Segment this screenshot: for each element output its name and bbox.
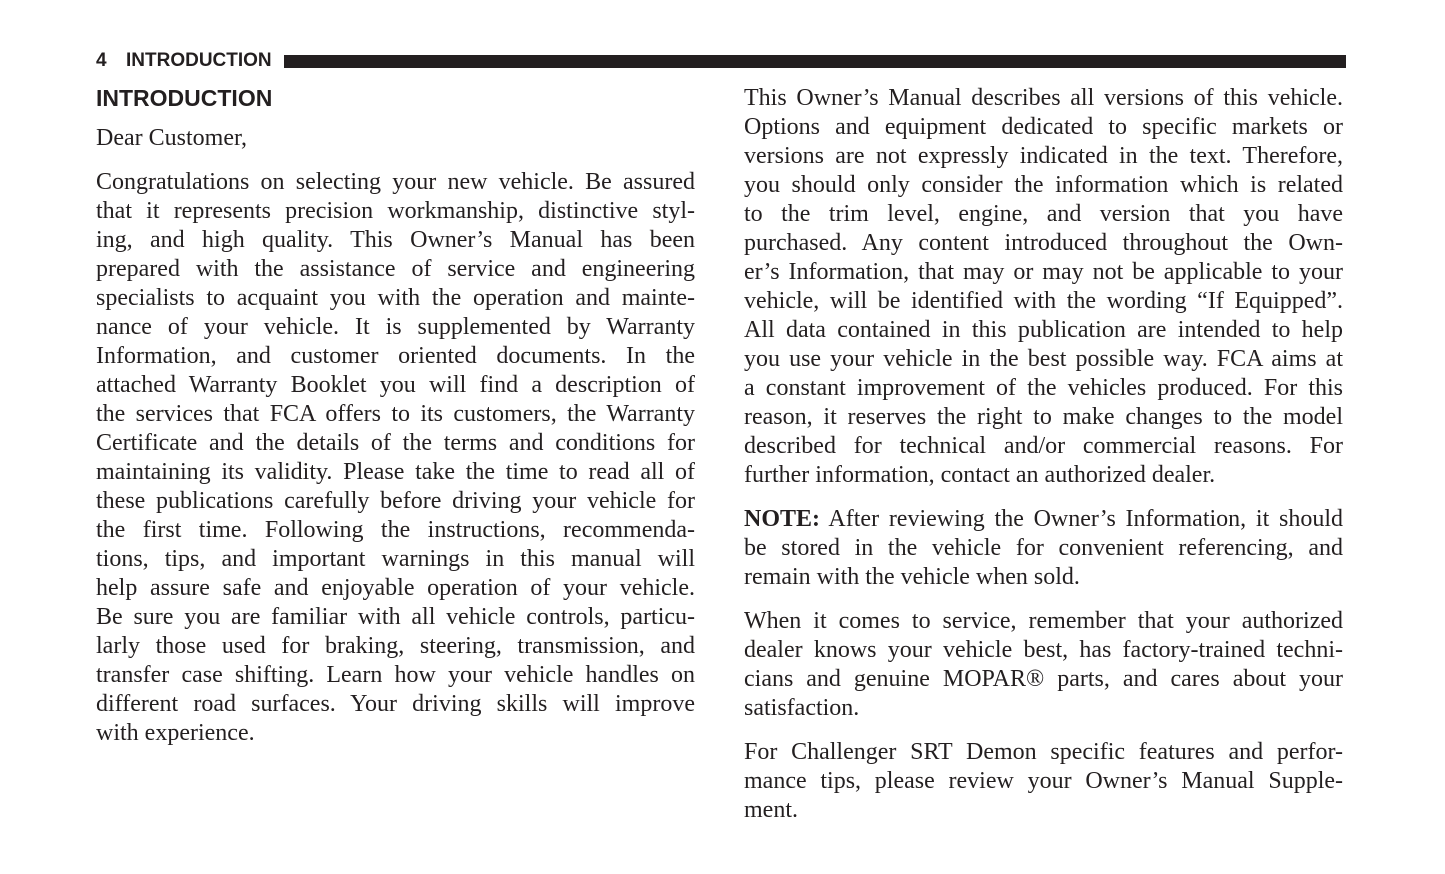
- running-header: [96, 50, 1346, 72]
- text-line: satisfaction.: [744, 695, 860, 721]
- text-line: that it represents precision workmanship, distinctive styl-: [96, 198, 695, 224]
- text-line: reason, it reserves the right to make changes to the model: [744, 404, 1343, 430]
- text-line: you should only consider the information which is related: [744, 172, 1343, 198]
- text-line: attached Warranty Booklet you will find a description of: [96, 372, 695, 398]
- paragraph: [744, 84, 1343, 490]
- text-line: Congratulations on selecting your new vehicle. Be assured: [96, 169, 695, 195]
- text-line: prepared with the assistance of service and engineering: [96, 256, 695, 282]
- note-label: NOTE:: [744, 506, 821, 532]
- text-line: tions, tips, and important warnings in this manual will: [96, 546, 695, 572]
- text-line: be stored in the vehicle for convenient referencing, and: [744, 535, 1343, 561]
- text-line: specialists to acquaint you with the operation and mainte-: [96, 285, 695, 311]
- text-line: versions are not expressly indicated in the text. Therefore,: [744, 143, 1343, 169]
- right-column: [744, 84, 1343, 840]
- text-line: Dear Customer,: [96, 125, 247, 151]
- left-column: [96, 84, 695, 763]
- text-line: For Challenger SRT Demon specific features and perfor-: [744, 739, 1343, 765]
- paragraph: [96, 168, 695, 748]
- text-line: er’s Information, that may or may not be applicable to your: [744, 259, 1343, 285]
- text-line: you use your vehicle in the best possible way. FCA aims at: [744, 346, 1343, 372]
- paragraph: [744, 607, 1343, 723]
- text-line: Certificate and the details of the terms and conditions for: [96, 430, 695, 456]
- text-line: different road surfaces. Your driving skills will improve: [96, 691, 695, 717]
- text-line: cians and genuine MOPAR® parts, and cares about your: [744, 666, 1343, 692]
- text-line: ment.: [744, 797, 798, 823]
- paragraph: [744, 738, 1343, 825]
- text-line: vehicle, will be identified with the wording “If Equipped”.: [744, 288, 1343, 314]
- text-line: When it comes to service, remember that your authorized: [744, 608, 1343, 634]
- text-line: the first time. Following the instructions, recommenda-: [96, 517, 695, 543]
- text-line: transfer case shifting. Learn how your vehicle handles on: [96, 662, 695, 688]
- page-number: 4: [96, 50, 107, 71]
- text-line: ing, and high quality. This Owner’s Manual has been: [96, 227, 695, 253]
- text-line: Information, and customer oriented documents. In the: [96, 343, 695, 369]
- text-line: dealer knows your vehicle best, has factory-trained techni-: [744, 637, 1343, 663]
- text-line: help assure safe and enjoyable operation of your vehicle.: [96, 575, 695, 601]
- text-line-content: After reviewing the Owner’s Information, it should: [820, 506, 1343, 532]
- section-title: INTRODUCTION: [96, 85, 273, 111]
- text-line: the services that FCA offers to its customers, the Warranty: [96, 401, 695, 427]
- running-header-section: INTRODUCTION: [126, 50, 272, 71]
- text-line: further information, contact an authorized dealer.: [744, 462, 1216, 488]
- text-line: with experience.: [96, 720, 255, 746]
- text-line: these publications carefully before driving your vehicle for: [96, 488, 695, 514]
- text-line: larly those used for braking, steering, transmission, and: [96, 633, 695, 659]
- text-line: This Owner’s Manual describes all versions of this vehicle.: [744, 85, 1343, 111]
- paragraph: [96, 124, 695, 153]
- text-line: maintaining its validity. Please take the time to read all of: [96, 459, 695, 485]
- text-line: described for technical and/or commercial reasons. For: [744, 433, 1343, 459]
- text-line: nance of your vehicle. It is supplemented by Warranty: [96, 314, 695, 340]
- header-rule: [284, 55, 1346, 68]
- text-line: purchased. Any content introduced throughout the Own-: [744, 230, 1343, 256]
- text-line: Be sure you are familiar with all vehicle controls, particu-: [96, 604, 695, 630]
- paragraph: [744, 505, 1343, 592]
- text-line: remain with the vehicle when sold.: [744, 564, 1080, 590]
- text-line: [744, 505, 1343, 534]
- text-line: mance tips, please review your Owner’s Manual Supple-: [744, 768, 1343, 794]
- text-line: All data contained in this publication are intended to help: [744, 317, 1343, 343]
- text-line: to the trim level, engine, and version that you have: [744, 201, 1343, 227]
- text-line: a constant improvement of the vehicles produced. For this: [744, 375, 1343, 401]
- text-line: Options and equipment dedicated to specific markets or: [744, 114, 1343, 140]
